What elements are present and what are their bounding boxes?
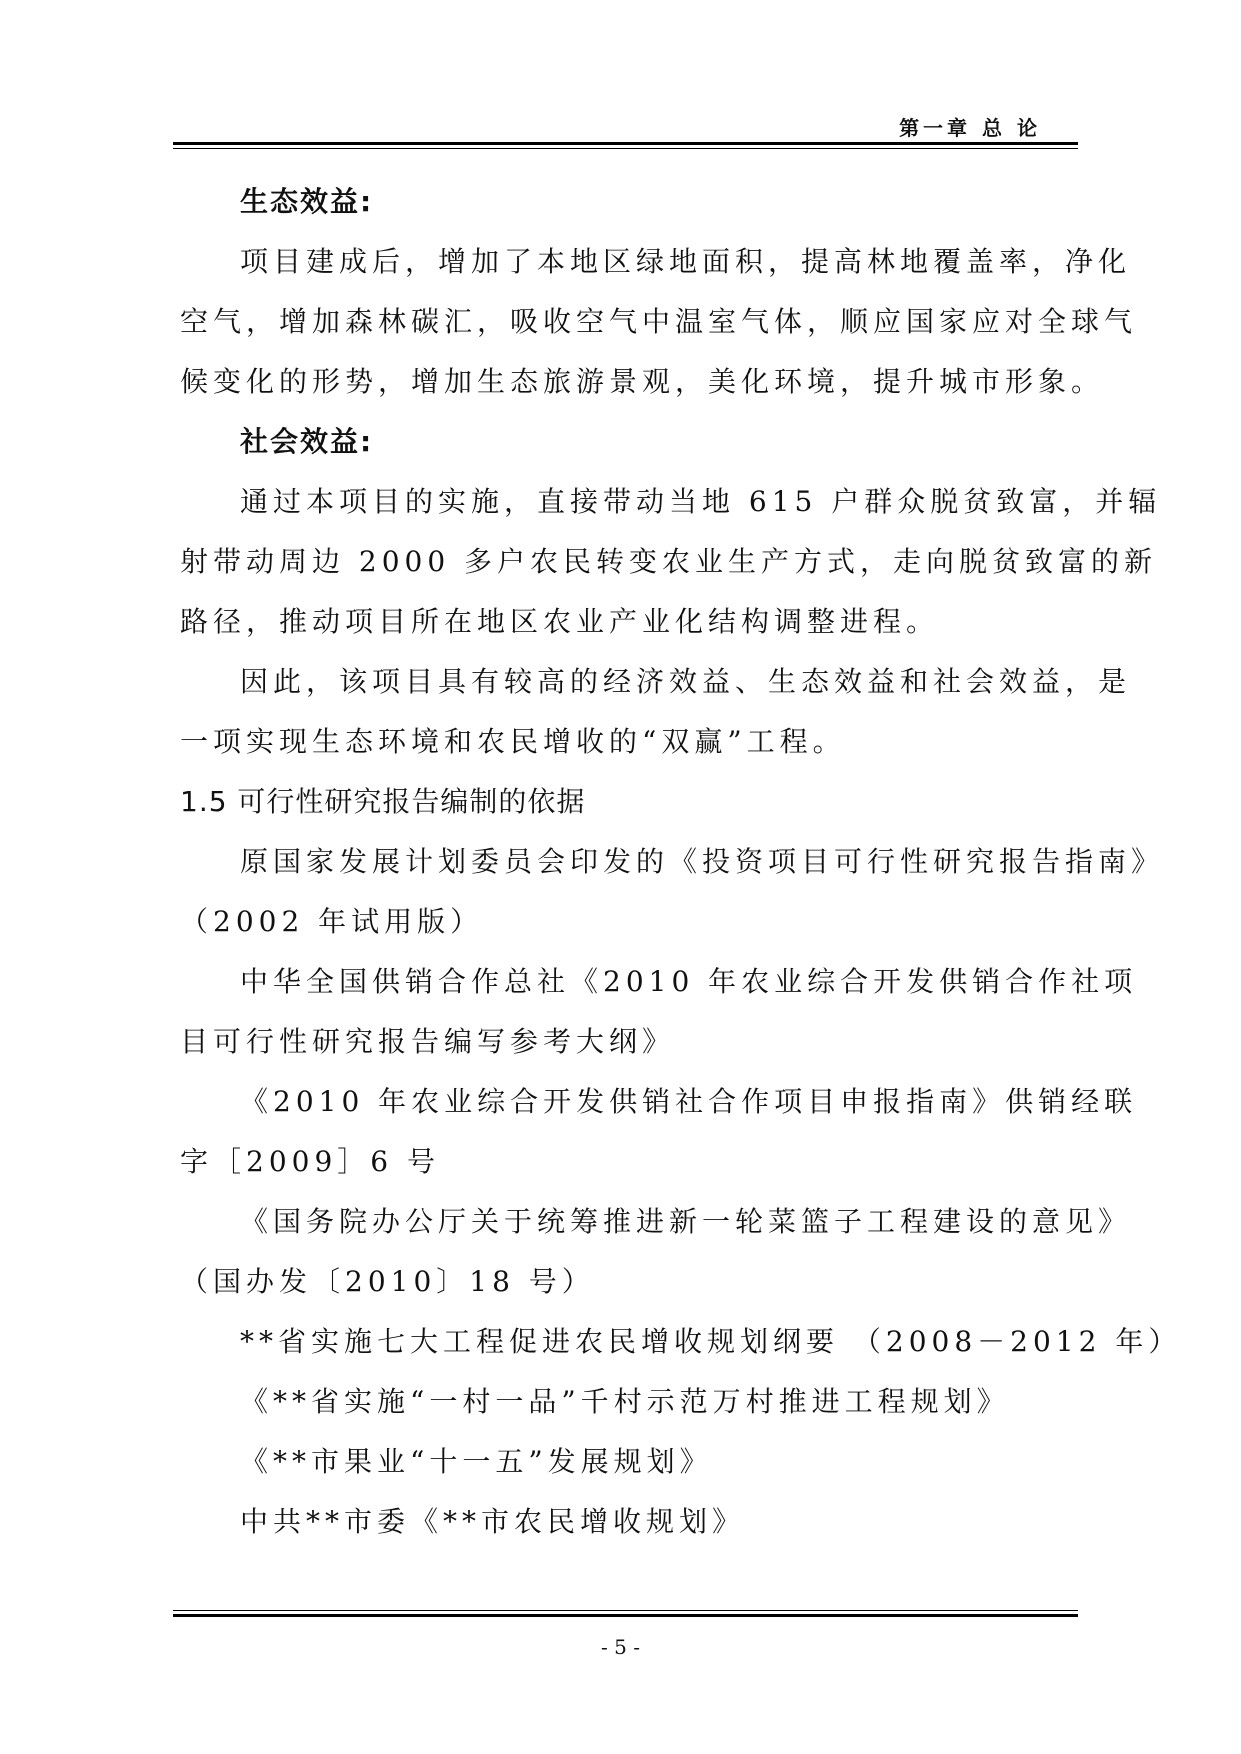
chapter-header: 第一章 总 论 xyxy=(899,116,1041,140)
text-line: 字［2009］6 号 xyxy=(180,1145,440,1178)
section-heading: 1.5 可行性研究报告编制的依据 xyxy=(180,785,586,818)
header-rule-thin xyxy=(173,148,1078,149)
text-line: 射带动周边 2000 多户农民转变农业生产方式，走向脱贫致富的新 xyxy=(180,545,1158,578)
footer-rule-thin xyxy=(173,1610,1078,1611)
text-line: 中共**市委《**市农民增收规划》 xyxy=(240,1505,746,1538)
text-line: 路径，推动项目所在地区农业产业化结构调整进程。 xyxy=(180,605,940,638)
text-line: 中华全国供销合作总社《2010 年农业综合开发供销合作社项 xyxy=(240,965,1138,998)
text-line: 空气，增加森林碳汇，吸收空气中温室气体，顺应国家应对全球气 xyxy=(180,305,1138,338)
text-line: 通过本项目的实施，直接带动当地 615 户群众脱贫致富，并辐 xyxy=(240,485,1162,518)
text-line: 《国务院办公厅关于统筹推进新一轮菜篮子工程建设的意见》 xyxy=(240,1205,1132,1238)
section-heading: 社会效益: xyxy=(240,425,374,458)
footer-rule-thick xyxy=(173,1614,1078,1617)
text-line: 项目建成后，增加了本地区绿地面积，提高林地覆盖率，净化 xyxy=(240,245,1132,278)
text-line: （国办发〔2010〕18 号） xyxy=(180,1265,595,1298)
text-line: 《**市果业“十一五”发展规划》 xyxy=(240,1445,713,1478)
text-line: 《**省实施“一村一品”千村示范万村推进工程规划》 xyxy=(240,1385,1010,1418)
text-line: 一项实现生态环境和农民增收的“双赢”工程。 xyxy=(180,725,846,758)
text-line: 候变化的形势，增加生态旅游景观，美化环境，提升城市形象。 xyxy=(180,365,1105,398)
text-line: 目可行性研究报告编写参考大纲》 xyxy=(180,1025,676,1058)
document-body xyxy=(180,172,1182,1552)
text-line: 《2010 年农业综合开发供销社合作项目申报指南》供销经联 xyxy=(240,1085,1138,1118)
section-heading: 生态效益: xyxy=(240,185,374,218)
text-line: （2002 年试用版） xyxy=(180,905,484,938)
text-line: **省实施七大工程促进农民增收规划纲要 （2008－2012 年） xyxy=(240,1325,1182,1358)
header-rule-thick xyxy=(173,142,1078,145)
text-line: 原国家发展计划委员会印发的《投资项目可行性研究报告指南》 xyxy=(240,845,1165,878)
text-line: 因此，该项目具有较高的经济效益、生态效益和社会效益，是 xyxy=(240,665,1132,698)
page-number: - 5 - xyxy=(601,1635,640,1659)
